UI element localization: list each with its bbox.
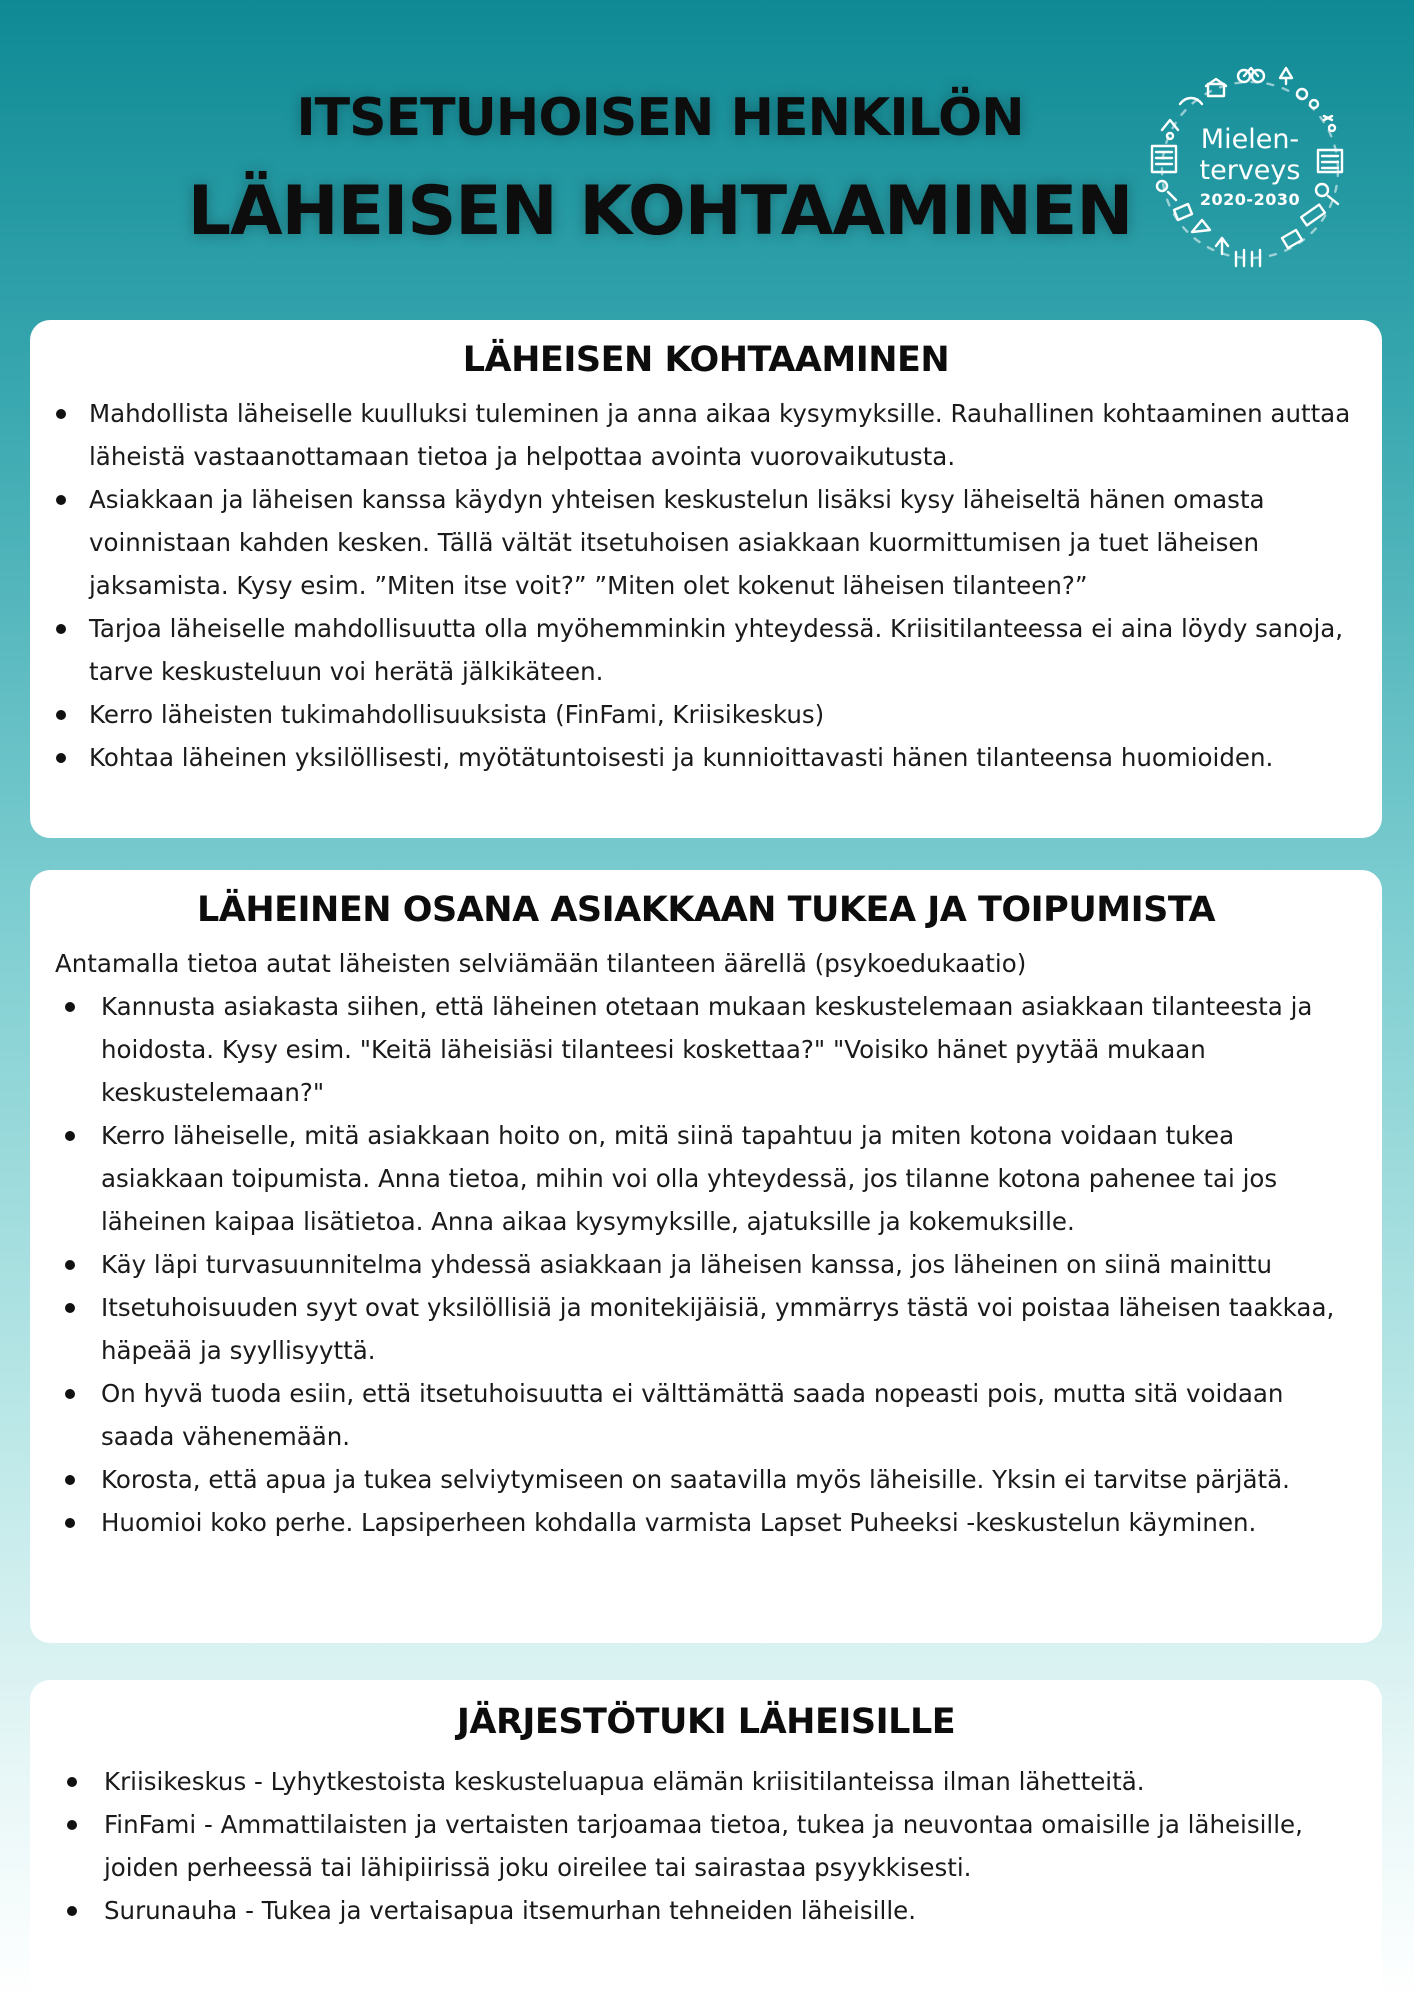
logo-years: 2020-2030 [1199,190,1301,209]
logo-line-2: terveys [1199,155,1301,186]
bullet-list [30,392,1382,779]
section-heading: JÄRJESTÖTUKI LÄHEISILLE [456,1702,956,1742]
section-heading: LÄHEINEN OSANA ASIAKKAAN TUKEA JA TOIPUMISTA [196,890,1216,930]
section-card-laheisen-kohtaaminen [30,320,1382,838]
list-item: Korosta, että apua ja tukea selviytymiseen on saatavilla myös läheisille. Yksin ei tarvitse pärjätä. [101,1458,1352,1501]
list-item: Mahdollista läheiselle kuulluksi tuleminen ja anna aikaa kysymyksille. Rauhallinen kohtaaminen auttaa läheistä vastaanottamaan tietoa ja helpottaa avointa vuorovaikutusta. [89,392,1352,478]
list-item: FinFami - Ammattilaisten ja vertaisten tarjoamaa tietoa, tukea ja neuvontaa omaisille ja läheisille, joiden perheessä tai lähipiirissä joku oireilee tai sairastaa psyykkisesti. [104,1803,1352,1889]
title-line-1: ITSETUHOISEN HENKILÖN [296,88,1024,148]
mental-health-strategy-logo [1140,60,1360,280]
title-line-2: LÄHEISEN KOHTAAMINEN [187,172,1133,251]
section-heading: LÄHEISEN KOHTAAMINEN [462,340,950,380]
list-item: Surunauha - Tukea ja vertaisapua itsemurhan tehneiden läheisille. [104,1889,1352,1932]
section-card-jarjestotuki [30,1680,1382,2000]
list-item: Kriisikeskus - Lyhytkestoista keskusteluapua elämän kriisitilanteissa ilman lähetteitä. [104,1760,1352,1803]
section-card-laheinen-osana-tukea [30,870,1382,1643]
list-item: Käy läpi turvasuunnitelma yhdessä asiakkaan ja läheisen kanssa, jos läheinen on siinä mainittu [101,1243,1352,1286]
bullet-list [30,985,1382,1544]
list-item: Itsetuhoisuuden syyt ovat yksilöllisiä ja monitekijäisiä, ymmärrys tästä voi poistaa läheisen taakkaa, häpeää ja syyllisyyttä. [101,1286,1352,1372]
list-item: Huomioi koko perhe. Lapsiperheen kohdalla varmista Lapset Puheeksi -keskustelun käyminen. [101,1501,1352,1544]
list-item: Kerro läheiselle, mitä asiakkaan hoito on, mitä siinä tapahtuu ja miten kotona voidaan tukea asiakkaan toipumista. Anna tietoa, mihin voi olla yhteydessä, jos tilanne kotona pahenee tai jos läheinen kaipaa lisätietoa. Anna aikaa kysymyksille, ajatuksille ja kokemuksille. [101,1114,1352,1243]
section-intro: Antamalla tietoa autat läheisten selviämään tilanteen äärellä (psykoedukaatio) [55,949,1027,978]
list-item: Tarjoa läheiselle mahdollisuutta olla myöhemminkin yhteydessä. Kriisitilanteessa ei aina löydy sanoja, tarve keskusteluun voi herätä jälkikäteen. [89,607,1352,693]
logo-line-1: Mielen- [1200,124,1300,155]
list-item: Kerro läheisten tukimahdollisuuksista (FinFami, Kriisikeskus) [89,693,1352,736]
list-item: Asiakkaan ja läheisen kanssa käydyn yhteisen keskustelun lisäksi kysy läheiseltä hänen omasta voinnistaan kahden kesken. Tällä vältät itsetuhoisen asiakkaan kuormittumisen ja tuet läheisen jaksamista. Kysy esim. ”Miten itse voit?” ”Miten olet kokenut läheisen tilanteen?” [89,478,1352,607]
list-item: Kohtaa läheinen yksilöllisesti, myötätuntoisesti ja kunnioittavasti hänen tilanteensa huomioiden. [89,736,1352,779]
list-item: Kannusta asiakasta siihen, että läheinen otetaan mukaan keskustelemaan asiakkaan tilanteesta ja hoidosta. Kysy esim. "Keitä läheisiäsi tilanteesi koskettaa?" "Voisiko hänet pyytää mukaan keskustelemaan?" [101,985,1352,1114]
list-item: On hyvä tuoda esiin, että itsetuhoisuutta ei välttämättä saada nopeasti pois, mutta sitä voidaan saada vähenemään. [101,1372,1352,1458]
bullet-list [30,1760,1382,1932]
